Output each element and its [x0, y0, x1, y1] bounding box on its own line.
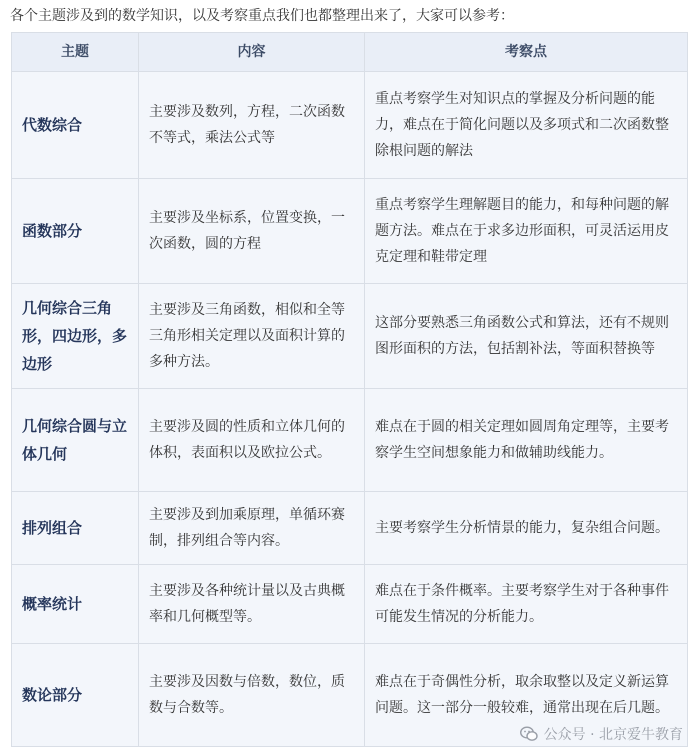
watermark: [520, 724, 683, 744]
header-focus: 考察点: [365, 33, 688, 72]
content-cell: 主要涉及圆的性质和立体几何的体积，表面积以及欧拉公式。: [139, 389, 365, 492]
topic-cell: 概率统计: [12, 565, 139, 644]
focus-cell: 难点在于奇偶性分析，取余取整以及定义新运算问题。这一部分一般较难，通常出现在后几题。: [365, 644, 688, 747]
table-row: [12, 284, 688, 389]
content-cell: 主要涉及三角函数，相似和全等三角形相关定理以及面积计算的多种方法。: [139, 284, 365, 389]
header-topic: 主题: [12, 33, 139, 72]
topics-table: [11, 32, 688, 747]
content-cell: 主要涉及到加乘原理，单循环赛制，排列组合等内容。: [139, 492, 365, 565]
table-row: [12, 72, 688, 179]
content-cell: 主要涉及数列，方程，二次函数不等式，乘法公式等: [139, 72, 365, 179]
topic-cell: 几何综合三角形，四边形，多边形: [12, 284, 139, 389]
table-row: [12, 492, 688, 565]
header-content: 内容: [139, 33, 365, 72]
topic-cell: 代数综合: [12, 72, 139, 179]
watermark-text: 公众号 · 北京爱牛教育: [543, 727, 683, 743]
table-row: [12, 565, 688, 644]
topic-cell: 几何综合圆与立体几何: [12, 389, 139, 492]
focus-cell: 难点在于圆的相关定理如圆周角定理等，主要考察学生空间想象能力和做辅助线能力。: [365, 389, 688, 492]
intro-text: 各个主题涉及到的数学知识，以及考察重点我们也都整理出来了，大家可以参考：: [10, 8, 514, 24]
table-row: [12, 179, 688, 284]
focus-cell: 难点在于条件概率。主要考察学生对于各种事件可能发生情况的分析能力。: [365, 565, 688, 644]
content-cell: 主要涉及因数与倍数，数位，质数与合数等。: [139, 644, 365, 747]
topic-cell: 数论部分: [12, 644, 139, 747]
content-cell: 主要涉及各种统计量以及古典概率和几何概型等。: [139, 565, 365, 644]
table-row: [12, 389, 688, 492]
focus-cell: 重点考察学生理解题目的能力，和每种问题的解题方法。难点在于求多边形面积，可灵活运用皮克定理和鞋带定理: [365, 179, 688, 284]
focus-cell: 主要考察学生分析情景的能力，复杂组合问题。: [365, 492, 688, 565]
focus-cell: 重点考察学生对知识点的掌握及分析问题的能力，难点在于简化问题以及多项式和二次函数整除根问题的解法: [365, 72, 688, 179]
wechat-icon: [520, 726, 538, 742]
table-header-row: [12, 33, 688, 72]
content-cell: 主要涉及坐标系，位置变换，一次函数，圆的方程: [139, 179, 365, 284]
topic-cell: 函数部分: [12, 179, 139, 284]
focus-cell: 这部分要熟悉三角函数公式和算法，还有不规则图形面积的方法，包括割补法，等面积替换等: [365, 284, 688, 389]
topic-cell: 排列组合: [12, 492, 139, 565]
